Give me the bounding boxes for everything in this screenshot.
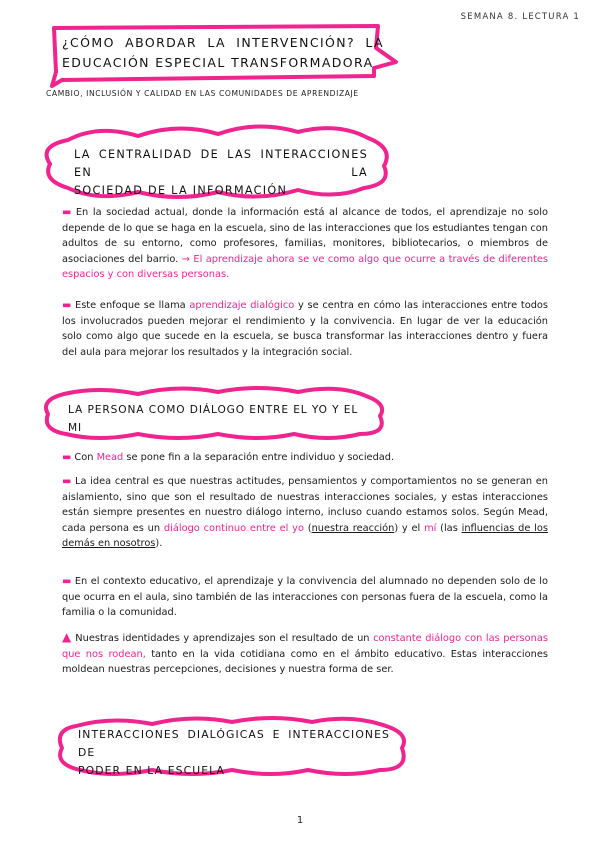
section-2-paragraph-1: ▬ Con Mead se pone fin a la separación entre individuo y sociedad. [62, 452, 395, 463]
subtitle: CAMBIO, INCLUSIÓN Y CALIDAD EN LAS COMUNIDADES DE APRENDIZAJE [46, 89, 359, 98]
section-3-heading-line-1: INTERACCIONES DIALÓGICAS E INTERACCIONES DE [78, 728, 390, 759]
title-line-2: EDUCACIÓN ESPECIAL TRANSFORMADORA [62, 55, 374, 70]
section-2-heading-cloud [38, 384, 390, 440]
section-1-heading-line-1: LA CENTRALIDAD DE LAS INTERACCIONES EN LA [74, 148, 368, 179]
underlined-text: influencias de los demás en nosotros [62, 522, 548, 550]
warning-triangle-icon: ▲ [62, 630, 72, 644]
highlight-text: mí [424, 522, 437, 534]
section-2-paragraph-2: ▬ La idea central es que nuestras actitudes, pensamientos y comportamientos no se generan en aislamiento, sino que son el resultado de nuestras interacciones sociales, y estas interacciones están siempre presentes en nuestro diálogo interno, incluso cuando estamos solos. Según Mead, cada persona es un diálogo continuo entre el yo (nuestra reacción) y el mí (las influencias de los demás en nosotros). [62, 476, 548, 550]
section-2-heading: LA PERSONA COMO DIÁLOGO ENTRE EL YO Y EL MI [68, 404, 359, 434]
page-number: 1 [296, 815, 304, 826]
section-2-paragraph-4: ▲ Nuestras identidades y aprendizajes son el resultado de un constante diálogo con las personas que nos rodean, tanto en la vida cotidiana como en el ámbito educativo. Estas interacciones moldean nuestras percepciones, decisiones y nuestra forma de ser. [62, 630, 548, 676]
arrow-icon: → [181, 253, 190, 265]
section-1-heading-line-2: SOCIEDAD DE LA INFORMACIÓN [74, 184, 288, 197]
underlined-text: nuestra reacción [311, 522, 395, 534]
title-line-1: ¿CÓMO ABORDAR LA INTERVENCIÓN? LA [62, 35, 384, 50]
highlight-text: diálogo continuo entre el yo [163, 522, 304, 534]
pink-dash-bullet-icon: ▬ [62, 476, 72, 487]
highlight-text: Mead [96, 452, 124, 463]
section-1-heading-cloud [38, 118, 398, 200]
pink-dash-bullet-icon: ▬ [62, 300, 72, 311]
pink-dash-bullet-icon: ▬ [62, 576, 72, 587]
title-banner [48, 24, 400, 88]
pink-dash-bullet-icon: ▬ [62, 207, 72, 218]
section-1-paragraph-2: ▬ Este enfoque se llama aprendizaje dialógico y se centra en cómo las interacciones entre todos los involucrados pueden mejorar el rendimiento y la convivencia. En lugar de ver la educación solo como algo que sucede en la escuela, se busca transformar las interacciones dentro y fuera del aula para mejorar los resultados y la integración social. [62, 300, 549, 358]
highlight-text: El aprendizaje ahora se ve como algo que ocurre a través de diferentes espacios y con diversas personas. [62, 253, 549, 281]
section-3-heading-cloud [52, 712, 414, 778]
week-label: SEMANA 8. LECTURA 1 [460, 12, 580, 22]
section-3-heading-line-2: PODER EN LA ESCUELA [78, 764, 225, 777]
section-2-paragraph-3: ▬ En el contexto educativo, el aprendizaje y la convivencia del alumnado no dependen solo de lo que ocurra en el aula, sino también de las interacciones con personas fuera de la escuela, como la familia o la comunidad. [62, 576, 548, 619]
pink-dash-bullet-icon: ▬ [62, 452, 72, 463]
section-1-paragraph-1: ▬ En la sociedad actual, donde la información está al alcance de todos, el aprendizaje no solo depende de lo que se haga en la escuela, sino de las interacciones que los estudiantes tengan con adultos de su entorno, como profesores, familias, monitores, bibliotecarios, o miembros de asociaciones del barrio. → El aprendizaje ahora se ve como algo que ocurre a través de diferentes espacios y con diversas personas. [62, 207, 549, 281]
highlight-text: constante diálogo con las personas que nos rodean, [62, 633, 548, 660]
highlight-text: aprendizaje dialógico [189, 300, 295, 311]
